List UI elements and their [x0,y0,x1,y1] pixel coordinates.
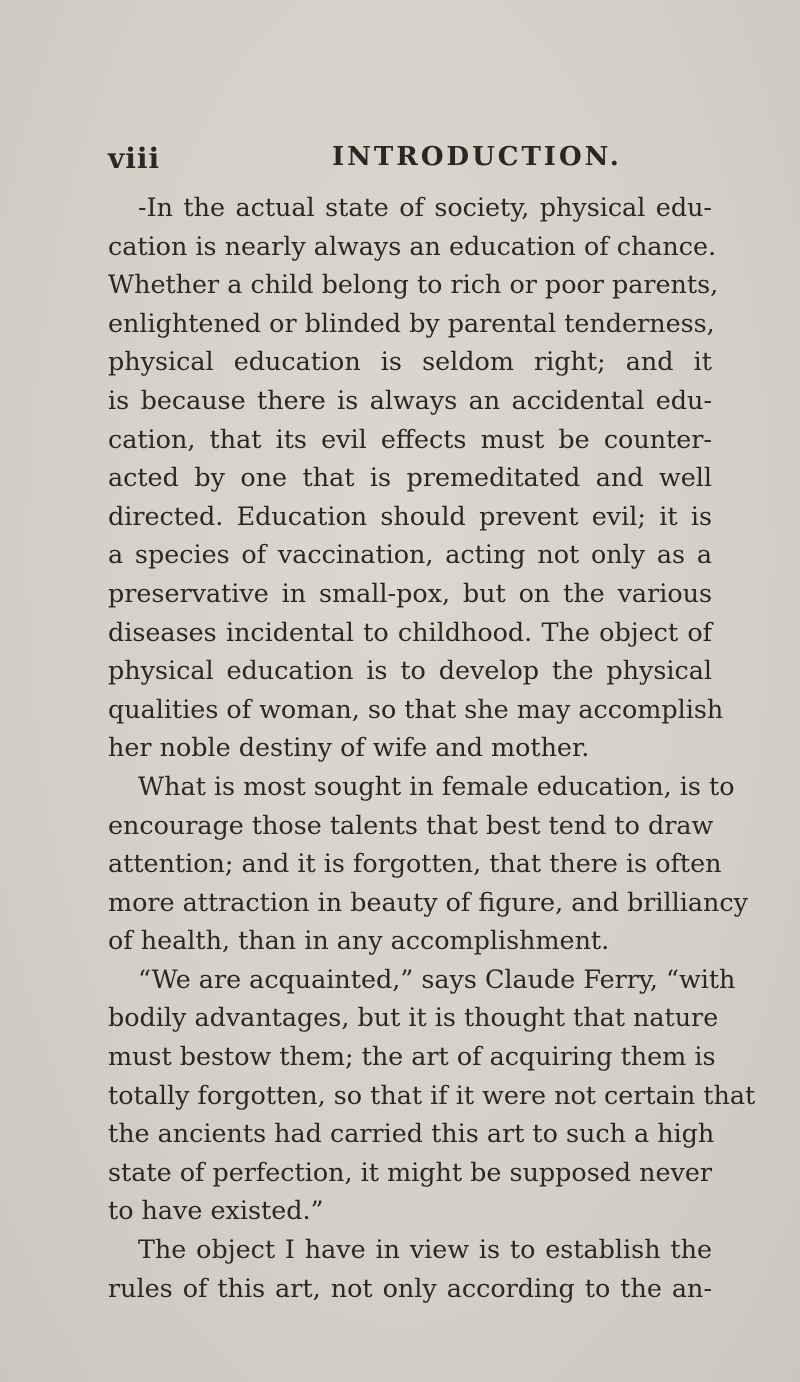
text-line: attention; and it is forgotten, that there is often [108,848,722,879]
text-line: state of perfection, it might be supposed never [108,1156,712,1187]
text-line: physical education is to develop the physical [108,655,712,686]
text-line: What is most sought in female education, is to [138,770,735,801]
text-line: rules of this art, not only according to the an- [108,1272,712,1303]
text-line: physical education is seldom right; and it [108,346,712,377]
text-line: the ancients had carried this art to such a high [108,1118,715,1149]
text-line: Whether a child belong to rich or poor parents, [108,269,719,300]
running-head [108,142,728,182]
text-line: qualities of woman, so that she may accomplish [108,693,724,724]
text-line: more attraction in beauty of figure, and brilliancy [108,886,748,917]
text-line: must bestow them; the art of acquiring them is [108,1041,716,1072]
text-line: encourage those talents that best tend to draw [108,809,714,840]
text-line: of health, than in any accomplishment. [108,925,610,956]
text-line: cation is nearly always an education of chance. [108,230,717,261]
text-line: preservative in small-pox, but on the various [108,577,712,608]
body-text [108,188,756,1307]
text-line: totally forgotten, so that if it were not certain that [108,1079,756,1110]
text-line: enlightened or blinded by parental tenderness, [108,307,715,338]
text-line: is because there is always an accidental edu- [108,384,712,415]
text-line: directed. Education should prevent evil; it is [108,500,712,531]
page-number: viii [108,142,161,175]
text-line: a species of vaccination, acting not only as a [108,539,712,570]
text-line: to have existed.” [108,1195,324,1226]
text-line: The object I have in view is to establish the [138,1234,712,1265]
text-line: bodily advantages, but it is thought that nature [108,1002,719,1033]
text-line: acted by one that is premeditated and well [108,462,712,493]
running-title: INTRODUCTION. [332,142,622,172]
text-line: -In the actual state of society, physical edu- [138,192,712,222]
text-line: her noble destiny of wife and mother. [108,732,590,763]
text-line: “We are acquainted,” says Claude Ferry, “with [138,963,736,994]
text-line: diseases incidental to childhood. The object of [108,616,712,647]
text-line: cation, that its evil effects must be counter- [108,423,712,454]
